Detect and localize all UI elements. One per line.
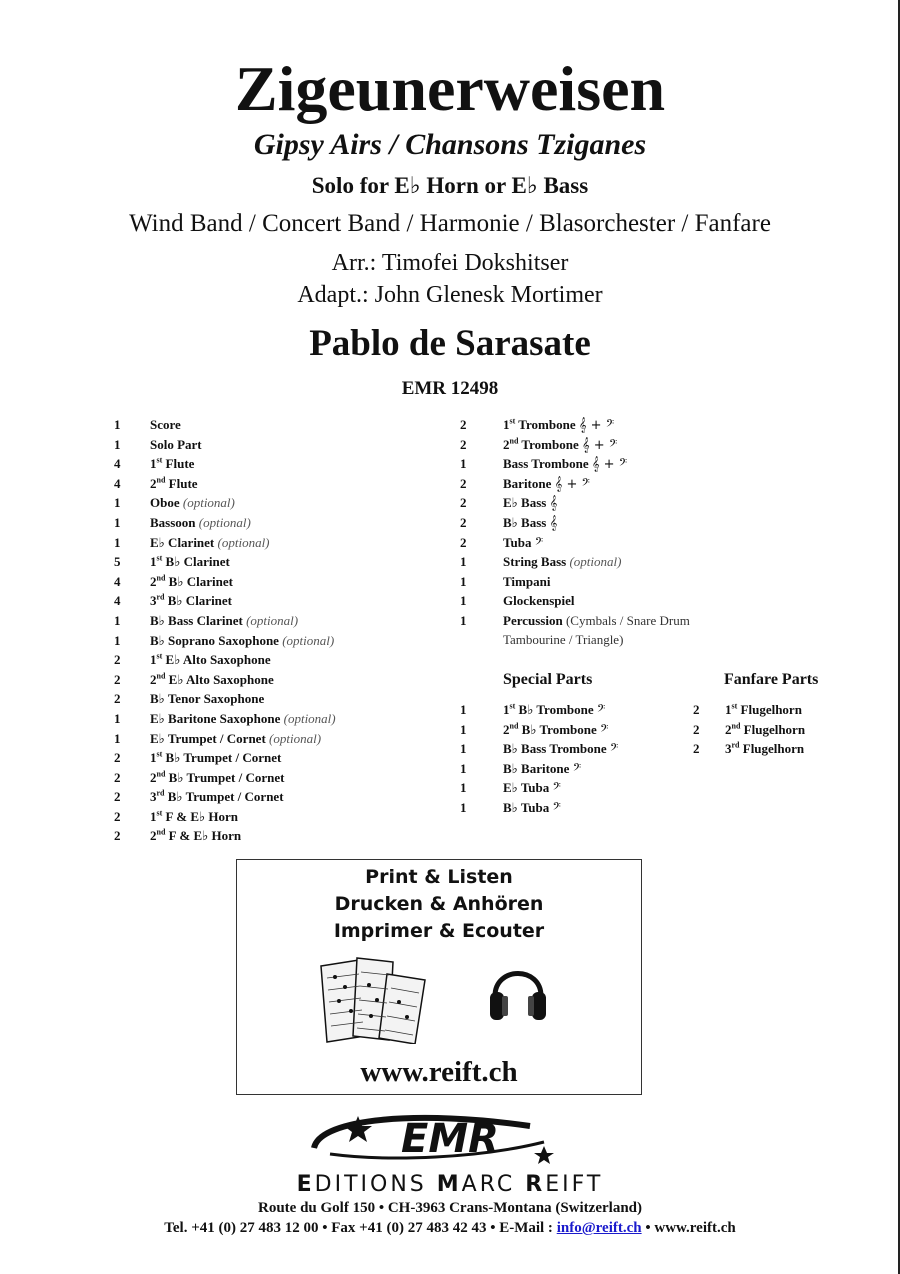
part-row bbox=[114, 417, 444, 437]
part-quantity: 1 bbox=[460, 760, 467, 776]
part-row bbox=[114, 456, 444, 476]
clef-icon: 𝄞 + 𝄢 bbox=[581, 437, 618, 453]
part-row bbox=[460, 456, 760, 476]
part-quantity: 4 bbox=[114, 475, 121, 491]
headphones-icon bbox=[487, 956, 549, 1028]
clef-icon: 𝄢 bbox=[534, 535, 544, 551]
part-row bbox=[114, 554, 444, 574]
part-name: 1st Trombone 𝄞 + 𝄢 bbox=[503, 416, 615, 433]
clef-icon: 𝄞 bbox=[549, 496, 558, 512]
part-quantity: 1 bbox=[114, 495, 121, 511]
part-quantity: 1 bbox=[460, 573, 467, 589]
part-row bbox=[114, 476, 444, 496]
arranger: Arr.: Timofei Dokshitser bbox=[331, 250, 569, 276]
part-row bbox=[114, 789, 444, 809]
clef-icon: 𝄢 bbox=[552, 781, 561, 797]
part-name: 1st B♭ Clarinet bbox=[150, 553, 230, 570]
part-quantity: 1 bbox=[460, 721, 467, 737]
part-quantity: 1 bbox=[114, 730, 121, 746]
part-quantity: 2 bbox=[114, 789, 121, 805]
part-quantity: 1 bbox=[114, 534, 121, 550]
part-row bbox=[114, 711, 444, 731]
part-row bbox=[114, 809, 444, 829]
part-quantity: 1 bbox=[460, 741, 467, 757]
part-row bbox=[460, 593, 760, 613]
part-name: Bassoon (optional) bbox=[150, 514, 251, 530]
page-title: Zigeunerweisen bbox=[234, 53, 666, 124]
percussion-continued: Tambourine / Triangle) bbox=[503, 632, 624, 647]
part-name: 1st F & E♭ Horn bbox=[150, 808, 238, 824]
part-row bbox=[460, 535, 760, 555]
part-row bbox=[460, 554, 760, 574]
promo-line-de: Drucken & Anhören bbox=[334, 893, 544, 915]
part-name: E♭ Bass 𝄞 bbox=[503, 495, 558, 512]
part-row bbox=[114, 731, 444, 751]
promo-line-fr: Imprimer & Ecouter bbox=[333, 920, 545, 942]
part-quantity: 1 bbox=[114, 710, 121, 726]
part-name: 3rd B♭ Trumpet / Cornet bbox=[150, 788, 284, 805]
clef-icon: 𝄞 + 𝄢 bbox=[578, 418, 615, 433]
part-quantity: 2 bbox=[693, 721, 700, 737]
part-quantity: 1 bbox=[114, 632, 121, 648]
part-quantity: 1 bbox=[460, 612, 467, 628]
part-name: Baritone 𝄞 + 𝄢 bbox=[503, 475, 590, 492]
part-name: Score bbox=[150, 417, 181, 432]
part-quantity: 1 bbox=[460, 456, 467, 472]
part-row bbox=[114, 828, 444, 848]
part-row bbox=[114, 691, 444, 711]
clef-icon: 𝄞 bbox=[549, 515, 558, 531]
part-quantity: 2 bbox=[460, 436, 467, 452]
part-row bbox=[460, 476, 760, 496]
clef-icon: 𝄢 bbox=[572, 761, 582, 777]
part-row bbox=[460, 515, 760, 535]
part-quantity: 2 bbox=[114, 652, 121, 668]
part-name: 1st Flugelhorn bbox=[725, 701, 802, 717]
part-name: 1st Flute bbox=[150, 455, 195, 472]
part-row bbox=[114, 652, 444, 672]
part-name: Percussion (Cymbals / Snare Drum bbox=[503, 612, 690, 628]
parts-list-left bbox=[114, 417, 444, 848]
promo-line-en: Print & Listen bbox=[365, 866, 513, 888]
svg-text:EMR: EMR bbox=[401, 1116, 499, 1162]
part-name: E♭ Baritone Saxophone (optional) bbox=[150, 710, 336, 726]
part-row bbox=[693, 722, 873, 742]
part-row bbox=[460, 437, 760, 457]
part-quantity: 1 bbox=[114, 436, 121, 452]
part-name: 2nd Trombone 𝄞 + 𝄢 bbox=[503, 436, 618, 453]
part-quantity: 2 bbox=[114, 828, 121, 844]
clef-icon: 𝄢 bbox=[600, 722, 609, 738]
part-row bbox=[693, 741, 873, 761]
fanfare-parts-list bbox=[693, 702, 873, 761]
part-quantity: 2 bbox=[460, 417, 467, 432]
part-quantity: 2 bbox=[114, 691, 121, 707]
composer: Pablo de Sarasate bbox=[309, 323, 591, 364]
part-name: E♭ Trumpet / Cornet (optional) bbox=[150, 730, 322, 746]
part-name: 2nd E♭ Alto Saxophone bbox=[150, 671, 274, 687]
part-quantity: 1 bbox=[460, 554, 467, 570]
part-quantity: 2 bbox=[693, 741, 700, 757]
part-quantity: 1 bbox=[114, 514, 121, 530]
part-row bbox=[114, 750, 444, 770]
part-quantity: 2 bbox=[114, 808, 121, 824]
emr-logo bbox=[300, 1108, 570, 1170]
email-link[interactable]: info@reift.ch bbox=[556, 1220, 642, 1236]
part-row bbox=[693, 702, 873, 722]
ensemble-types: Wind Band / Concert Band / Harmonie / Blasorchester / Fanfare bbox=[129, 210, 771, 237]
part-name: 1st B♭ Trumpet / Cornet bbox=[150, 749, 282, 766]
part-name: 2nd Flugelhorn bbox=[725, 721, 806, 737]
part-name: 1st B♭ Trombone 𝄢 bbox=[503, 701, 606, 718]
part-name: Solo Part bbox=[150, 436, 202, 452]
part-name: 2nd Flute bbox=[150, 475, 198, 491]
publisher-contact: Tel. +41 (0) 27 483 12 00 • Fax +41 (0) 27 483 42 43 • E-Mail : info@reift.ch • www.reift.ch bbox=[164, 1220, 736, 1236]
part-row bbox=[114, 515, 444, 535]
part-row bbox=[114, 672, 444, 692]
part-quantity: 1 bbox=[460, 799, 467, 815]
print-listen-box bbox=[236, 859, 642, 1095]
part-row bbox=[114, 593, 444, 613]
part-quantity: 4 bbox=[114, 573, 121, 589]
clef-icon: 𝄢 bbox=[552, 800, 561, 816]
part-row bbox=[460, 800, 680, 820]
part-quantity: 1 bbox=[460, 702, 467, 717]
publisher-name: EDITIONS MARC REIFT bbox=[296, 1172, 604, 1197]
part-name: Oboe (optional) bbox=[150, 495, 235, 511]
part-name: B♭ Tenor Saxophone bbox=[150, 691, 265, 707]
sheet-music-icon bbox=[317, 956, 429, 1044]
part-row bbox=[114, 574, 444, 594]
clef-icon: 𝄞 + 𝄢 bbox=[591, 457, 628, 473]
part-name: Tuba 𝄢 bbox=[503, 534, 544, 551]
part-quantity: 1 bbox=[460, 780, 467, 796]
part-name: 2nd B♭ Clarinet bbox=[150, 573, 233, 589]
clef-icon: 𝄢 bbox=[609, 742, 619, 758]
part-name: 3rd Flugelhorn bbox=[725, 740, 805, 757]
part-name: B♭ Bass 𝄞 bbox=[503, 514, 558, 531]
part-name: 1st E♭ Alto Saxophone bbox=[150, 651, 271, 668]
part-name: Timpani bbox=[503, 573, 551, 589]
clef-icon: 𝄢 bbox=[596, 703, 606, 718]
part-row bbox=[460, 495, 760, 515]
part-name: 3rd B♭ Clarinet bbox=[150, 593, 233, 609]
part-quantity: 2 bbox=[114, 671, 121, 687]
part-quantity: 2 bbox=[114, 750, 121, 766]
part-quantity: 5 bbox=[114, 554, 121, 570]
part-row bbox=[114, 437, 444, 457]
part-quantity: 2 bbox=[460, 534, 467, 550]
adapter: Adapt.: John Glenesk Mortimer bbox=[297, 282, 603, 308]
special-parts-heading: Special Parts bbox=[503, 671, 593, 688]
part-row bbox=[460, 761, 680, 781]
part-row bbox=[114, 535, 444, 555]
part-name: E♭ Clarinet (optional) bbox=[150, 534, 270, 550]
part-row bbox=[460, 702, 680, 722]
part-name: E♭ Tuba 𝄢 bbox=[503, 780, 561, 797]
part-name: B♭ Baritone 𝄢 bbox=[503, 760, 582, 777]
part-row bbox=[114, 613, 444, 633]
part-row bbox=[114, 495, 444, 515]
part-row bbox=[460, 574, 760, 594]
special-parts-list bbox=[460, 702, 680, 820]
part-row bbox=[460, 722, 680, 742]
website-url[interactable]: www.reift.ch bbox=[360, 1056, 518, 1088]
catalog-number: EMR 12498 bbox=[401, 378, 499, 399]
publisher-address: Route du Golf 150 • CH-3963 Crans-Montana (Switzerland) bbox=[258, 1200, 642, 1216]
part-name: Glockenspiel bbox=[503, 593, 575, 609]
part-quantity: 4 bbox=[114, 456, 121, 472]
part-name: 2nd B♭ Trombone 𝄢 bbox=[503, 721, 609, 738]
subtitle: Gipsy Airs / Chansons Tziganes bbox=[253, 128, 647, 161]
part-quantity: 2 bbox=[460, 475, 467, 491]
part-name: B♭ Bass Clarinet (optional) bbox=[150, 612, 299, 628]
part-row bbox=[460, 741, 680, 761]
part-name: B♭ Bass Trombone 𝄢 bbox=[503, 741, 619, 758]
part-row bbox=[114, 770, 444, 790]
clef-icon: 𝄞 + 𝄢 bbox=[554, 476, 590, 492]
part-name: Bass Trombone 𝄞 + 𝄢 bbox=[503, 456, 628, 473]
part-row bbox=[460, 613, 760, 633]
part-name: B♭ Soprano Saxophone (optional) bbox=[150, 632, 335, 648]
part-quantity: 4 bbox=[114, 593, 121, 609]
part-quantity: 1 bbox=[114, 612, 121, 628]
part-row bbox=[460, 417, 760, 437]
part-row bbox=[460, 780, 680, 800]
part-name: B♭ Tuba 𝄢 bbox=[503, 799, 561, 816]
part-name: 2nd B♭ Trumpet / Cornet bbox=[150, 769, 285, 785]
parts-list-right bbox=[460, 417, 760, 633]
solo-instrument: Solo for E♭ Horn or E♭ Bass bbox=[311, 173, 589, 198]
part-quantity: 2 bbox=[693, 702, 700, 717]
part-row bbox=[114, 633, 444, 653]
part-quantity: 2 bbox=[114, 769, 121, 785]
part-name: String Bass (optional) bbox=[503, 554, 622, 570]
part-name: 2nd F & E♭ Horn bbox=[150, 828, 242, 844]
fanfare-parts-heading: Fanfare Parts bbox=[724, 671, 819, 688]
part-quantity: 1 bbox=[114, 417, 121, 432]
part-quantity: 1 bbox=[460, 593, 467, 609]
part-quantity: 2 bbox=[460, 495, 467, 511]
part-quantity: 2 bbox=[460, 514, 467, 530]
